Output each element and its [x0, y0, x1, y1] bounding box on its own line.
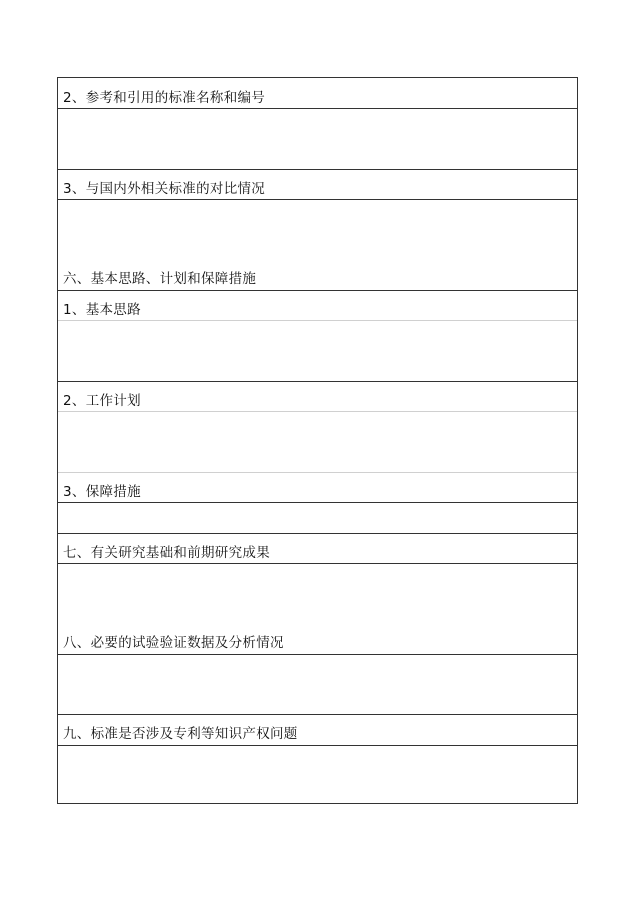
section-label-test-data	[58, 624, 577, 654]
section-label-text: 八、必要的试验验证数据及分析情况	[63, 635, 284, 651]
input-area-referenced-standards[interactable]	[58, 109, 577, 169]
section-label-text: 2、工作计划	[63, 393, 141, 409]
input-area-safeguards[interactable]	[58, 503, 577, 533]
section-label-approach-plan	[58, 260, 577, 290]
section-label-basic-approach	[58, 291, 577, 321]
input-area-basic-approach[interactable]	[58, 321, 577, 381]
section-label-safeguards	[58, 473, 577, 503]
section-label-text: 2、参考和引用的标准名称和编号	[63, 90, 266, 106]
input-area-test-data[interactable]	[58, 655, 577, 714]
proposal-form-table	[57, 77, 578, 804]
section-label-text: 七、有关研究基础和前期研究成果	[63, 545, 270, 561]
input-area-comparison[interactable]	[58, 200, 577, 260]
section-label-text: 六、基本思路、计划和保障措施	[63, 271, 257, 287]
section-label-text: 九、标准是否涉及专利等知识产权问题	[63, 726, 298, 742]
section-label-text: 3、与国内外相关标准的对比情况	[63, 181, 266, 197]
section-label-text: 1、基本思路	[63, 302, 141, 318]
section-label-comparison	[58, 170, 577, 200]
input-area-patents[interactable]	[58, 746, 577, 803]
section-label-patents	[58, 715, 577, 745]
section-label-work-plan	[58, 382, 577, 412]
input-area-work-plan[interactable]	[58, 412, 577, 472]
input-area-research-basis[interactable]	[58, 564, 577, 624]
section-label-referenced-standards	[58, 78, 577, 109]
section-label-text: 3、保障措施	[63, 484, 141, 500]
section-label-research-basis	[58, 534, 577, 564]
